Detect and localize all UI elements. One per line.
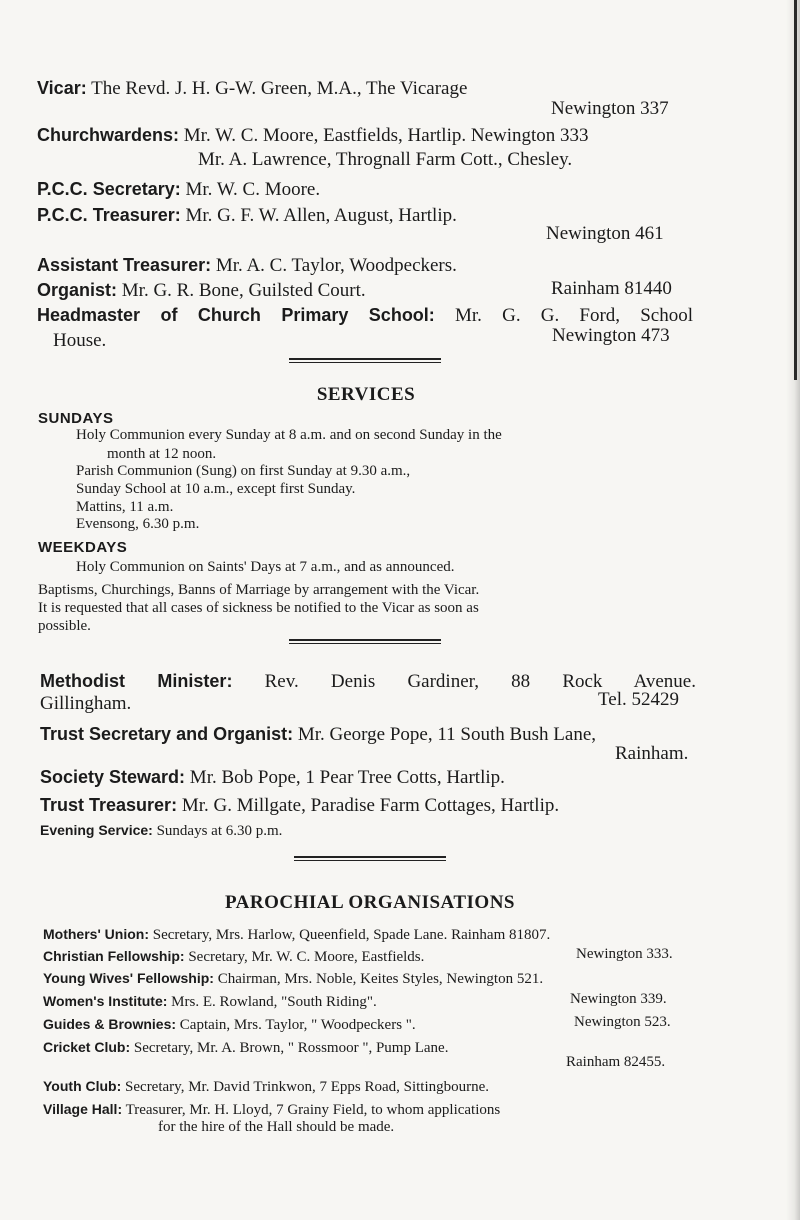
churchwardens-line (37, 125, 589, 147)
org-item-mothers-union (43, 926, 550, 944)
methodist-minister-text2: Gillingham. (40, 693, 132, 714)
note-line: It is requested that all cases of sickness be notified to the Vicar as soon as (38, 600, 479, 616)
org-label: Youth Club: (43, 1078, 122, 1094)
sunday-line: Parish Communion (Sung) on first Sunday at 9.30 a.m., (76, 463, 411, 479)
org-label: Village Hall: (43, 1101, 123, 1117)
trust-secretary-label: Trust Secretary and Organist: (40, 724, 294, 744)
sunday-line: Sunday School at 10 a.m., except first Sunday. (76, 481, 356, 497)
headmaster-text2: House. (53, 330, 107, 351)
organist-line (37, 280, 366, 302)
society-steward-line (40, 767, 505, 789)
society-steward-label: Society Steward: (40, 767, 186, 787)
org-label: Cricket Club: (43, 1039, 131, 1055)
org-item-cricket-club (43, 1039, 448, 1057)
pcc-secretary-text: Mr. W. C. Moore. (185, 179, 321, 200)
assistant-treasurer-label: Assistant Treasurer: (37, 255, 212, 275)
headmaster-text: Mr. G. G. Ford, School (455, 305, 694, 326)
trust-treasurer-label: Trust Treasurer: (40, 795, 178, 815)
org-item-young-wives (43, 970, 543, 988)
org-item-youth-club (43, 1078, 489, 1096)
org-label: Mothers' Union: (43, 926, 149, 942)
org-label: Women's Institute: (43, 993, 168, 1009)
org-text: Treasurer, Mr. H. Lloyd, 7 Grainy Field, to whom applications (125, 1102, 501, 1118)
evening-service-line (40, 822, 282, 840)
evening-service-text: Sundays at 6.30 p.m. (156, 823, 283, 839)
pcc-secretary-label: P.C.C. Secretary: (37, 179, 181, 199)
org-item-village-hall (43, 1101, 500, 1119)
churchwardens-text2: Mr. A. Lawrence, Thrognall Farm Cott., Chesley. (198, 149, 573, 170)
assistant-treasurer-line (37, 255, 457, 277)
organist-tel: Rainham 81440 (551, 278, 672, 299)
weekday-line: Holy Communion on Saints' Days at 7 a.m., and as announced. (76, 559, 455, 575)
assistant-treasurer-text: Mr. A. C. Taylor, Woodpeckers. (215, 255, 457, 276)
society-steward-text: Mr. Bob Pope, 1 Pear Tree Cotts, Hartlip. (189, 767, 505, 788)
divider-rule (294, 856, 446, 861)
org-text: Captain, Mrs. Taylor, " Woodpeckers ". (179, 1017, 416, 1033)
evening-service-label: Evening Service: (40, 822, 153, 838)
org-label: Guides & Brownies: (43, 1016, 177, 1032)
org-item-womens-institute (43, 993, 377, 1011)
sunday-line: month at 12 noon. (107, 446, 217, 462)
org-tel: Newington 333. (576, 946, 673, 962)
sunday-line: Holy Communion every Sunday at 8 a.m. and on second Sunday in the (76, 427, 502, 443)
note-line: Baptisms, Churchings, Banns of Marriage by arrangement with the Vicar. (38, 582, 480, 598)
headmaster-tel: Newington 473 (552, 325, 670, 346)
organist-text: Mr. G. R. Bone, Guilsted Court. (121, 280, 366, 301)
org-tel: Newington 339. (570, 991, 667, 1007)
org-label: Christian Fellowship: (43, 948, 185, 964)
trust-secretary-text2: Rainham. (615, 743, 689, 764)
trust-treasurer-text: Mr. G. Millgate, Paradise Farm Cottages, Hartlip. (181, 795, 560, 816)
page-edge-shadow (786, 0, 800, 1220)
churchwardens-text: Mr. W. C. Moore, Eastfields, Hartlip. Newington 333 (183, 125, 589, 146)
trust-treasurer-line (40, 795, 559, 817)
organist-label: Organist: (37, 280, 118, 300)
vicar-line (37, 78, 467, 100)
pcc-treasurer-line (37, 205, 457, 227)
divider-rule (289, 639, 441, 644)
org-text: Secretary, Mrs. Harlow, Queenfield, Spade Lane. Rainham 81807. (152, 927, 551, 943)
trust-secretary-line (40, 724, 596, 746)
divider-rule (289, 358, 441, 363)
methodist-minister-label: Methodist Minister: (40, 671, 233, 691)
pcc-secretary-line (37, 179, 320, 201)
org-text2: for the hire of the Hall should be made. (158, 1119, 395, 1135)
sundays-label: SUNDAYS (38, 410, 114, 427)
methodist-minister-text: Rev. Denis Gardiner, 88 Rock Avenue. (264, 671, 696, 692)
org-label: Young Wives' Fellowship: (43, 970, 214, 986)
vicar-text: The Revd. J. H. G-W. Green, M.A., The Vicarage (91, 78, 468, 99)
weekdays-label: WEEKDAYS (38, 539, 128, 556)
org-item-guides-brownies (43, 1016, 416, 1034)
services-heading: SERVICES (316, 384, 416, 405)
org-text: Chairman, Mrs. Noble, Keites Styles, Newington 521. (217, 971, 544, 987)
trust-secretary-text: Mr. George Pope, 11 South Bush Lane, (297, 724, 597, 745)
methodist-minister-tel: Tel. 52429 (598, 689, 679, 710)
note-line: possible. (38, 618, 91, 634)
pcc-treasurer-tel: Newington 461 (546, 223, 664, 244)
org-item-christian-fellowship (43, 948, 424, 966)
pcc-treasurer-label: P.C.C. Treasurer: (37, 205, 181, 225)
org-text: Secretary, Mr. W. C. Moore, Eastfields. (188, 949, 425, 965)
churchwardens-label: Churchwardens: (37, 125, 180, 145)
vicar-label: Vicar: (37, 78, 87, 98)
vicar-tel: Newington 337 (551, 98, 669, 119)
headmaster-line (37, 305, 693, 327)
headmaster-label: Headmaster of Church Primary School: (37, 305, 435, 325)
sunday-line: Evensong, 6.30 p.m. (76, 516, 200, 532)
org-tel: Newington 523. (574, 1014, 671, 1030)
org-text: Mrs. E. Rowland, "South Riding". (171, 994, 377, 1010)
page-edge-line (794, 0, 797, 380)
pcc-treasurer-text: Mr. G. F. W. Allen, August, Hartlip. (185, 205, 457, 226)
organisations-heading: PAROCHIAL ORGANISATIONS (224, 892, 516, 913)
sunday-line: Mattins, 11 a.m. (76, 499, 174, 515)
org-text: Secretary, Mr. A. Brown, " Rossmoor ", Pump Lane. (133, 1040, 449, 1056)
org-tel: Rainham 82455. (566, 1054, 666, 1070)
org-text: Secretary, Mr. David Trinkwon, 7 Epps Road, Sittingbourne. (125, 1079, 490, 1095)
